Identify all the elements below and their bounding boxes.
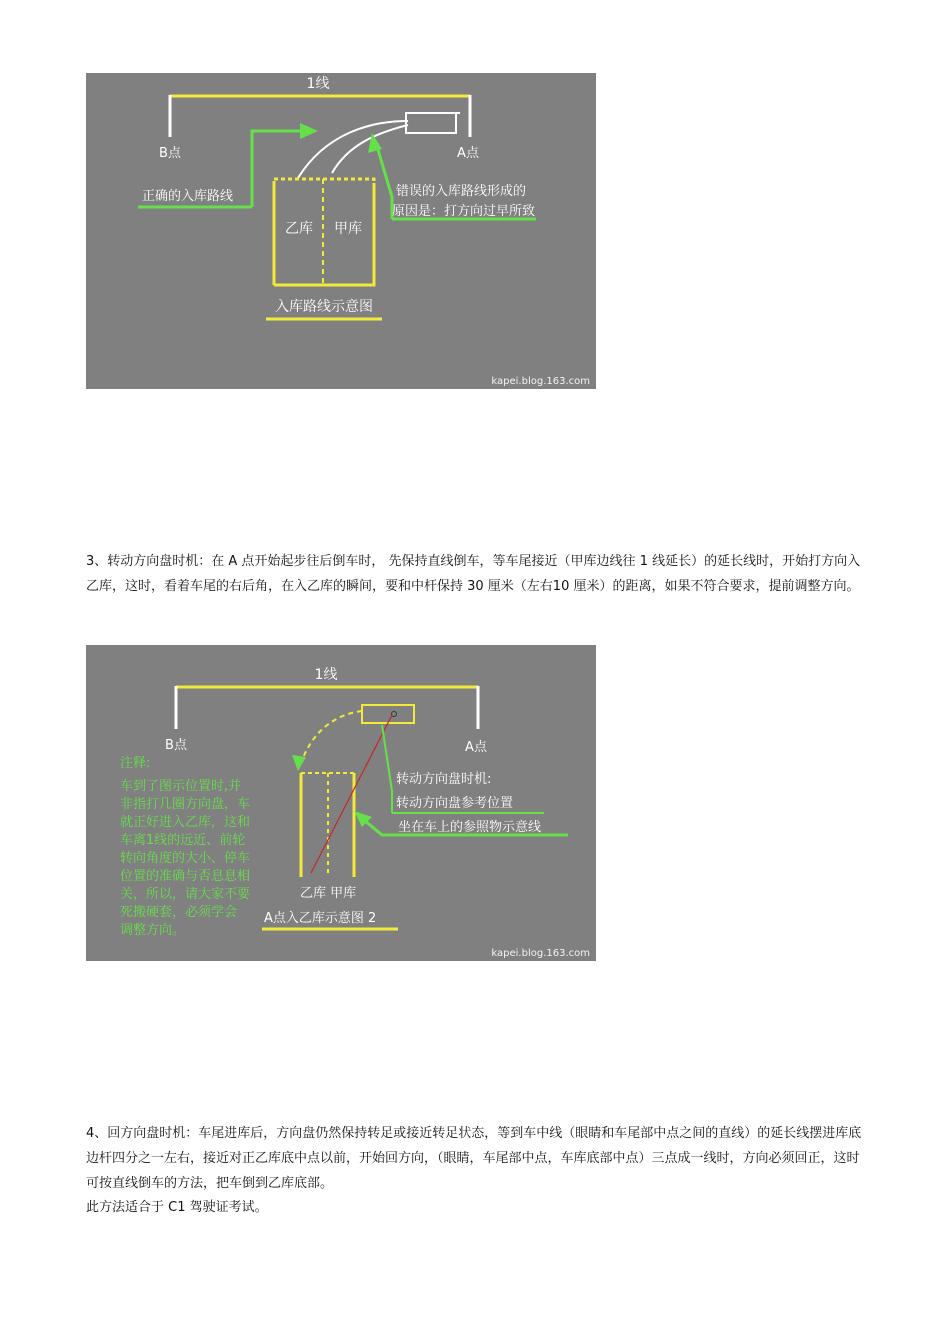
note-line: 调整方向。 (120, 923, 186, 938)
paragraph-5: 此方法适合于 C1 驾驶证考试。 (86, 1200, 268, 1215)
car-shape (362, 705, 414, 723)
note-line: 位置的准确与否息息相 (120, 869, 251, 884)
note-line: 非指打几圈方向盘，车 (120, 797, 251, 812)
route-diagram-figure-2 (86, 645, 596, 961)
a-point-label: A点 (465, 740, 487, 755)
paragraph-4: 4、回方向盘时机：车尾进库后，方向盘仍然保持转足或接近转足状态，等到车中线（眼睛和车尾部中点之间的直线）的延长线摆进库底边杆四分之一左右，接近对正乙库底中点以前，开始回方向，（眼睛，车尾部中点，车库底部中点）三点成一线时，方向必须回正，这时可按直线倒车的方法，把车倒到乙库底部。 (86, 1126, 862, 1191)
sightline-label: 坐在车上的参照物示意线 (398, 820, 542, 835)
sight-line (311, 715, 392, 873)
reference-label: 转动方向盘参考位置 (396, 796, 514, 811)
reverse-path-arrow (292, 755, 306, 771)
watermark: kapei.blog.163.com (491, 948, 590, 959)
garage-jia-label: 甲库 (334, 221, 362, 237)
note-title: 注释: (120, 756, 151, 771)
timing-leader (382, 725, 392, 813)
paragraph-3: 3、转动方向盘时机：在 A 点开始起步往后倒车时， 先保持直线倒车，等车尾接近（甲库边线往 1 线延长）的延长线时，开始打方向入乙库，这时，看着车尾的右后角，在入乙库的瞬间，要和中杆保持 30 厘米（左右10 厘米）的距离，如果不符合要求，提前调整方向。 (86, 554, 861, 594)
b-point-label: B点 (159, 146, 181, 161)
note-line: 死搬硬套，必须学会 (120, 905, 238, 920)
timing-label: 转动方向盘时机: (396, 772, 492, 787)
figure2-caption: A点入乙库示意图 2 (264, 911, 377, 926)
line-1-label: 1线 (314, 667, 338, 683)
note-line: 转向角度的大小、停车 (120, 851, 251, 866)
wrong-route-label-1: 错误的入库路线形成的 (396, 184, 527, 199)
watermark: kapei.blog.163.com (491, 376, 590, 387)
reverse-path-arc (301, 711, 362, 763)
route-diagram-svg-2 (86, 645, 596, 961)
route-diagram-figure-1 (86, 73, 596, 389)
note-line: 车到了图示位置时,并 (120, 779, 242, 794)
wrong-route-label-2: 原因是：打方向过早所致 (392, 204, 536, 219)
correct-route-label: 正确的入库路线 (142, 189, 234, 204)
route-diagram-svg-1 (86, 73, 596, 389)
correct-route-arrow (300, 123, 318, 139)
garages-label: 乙库 甲库 (300, 886, 357, 901)
a-point-label: A点 (457, 146, 479, 161)
note-line: 就正好进入乙库，这和 (120, 815, 251, 830)
wrong-route-leader (376, 143, 392, 219)
note-line: 车离1线的远近、前轮 (120, 833, 246, 848)
car-shape (406, 113, 456, 133)
b-point-label: B点 (165, 738, 187, 753)
note-line: 关，所以，请大家不要 (120, 887, 251, 902)
garage-yi-label: 乙库 (285, 221, 313, 237)
line-1-label: 1线 (306, 76, 330, 92)
note-lines (120, 779, 250, 938)
figure1-caption: 入库路线示意图 (275, 299, 373, 315)
